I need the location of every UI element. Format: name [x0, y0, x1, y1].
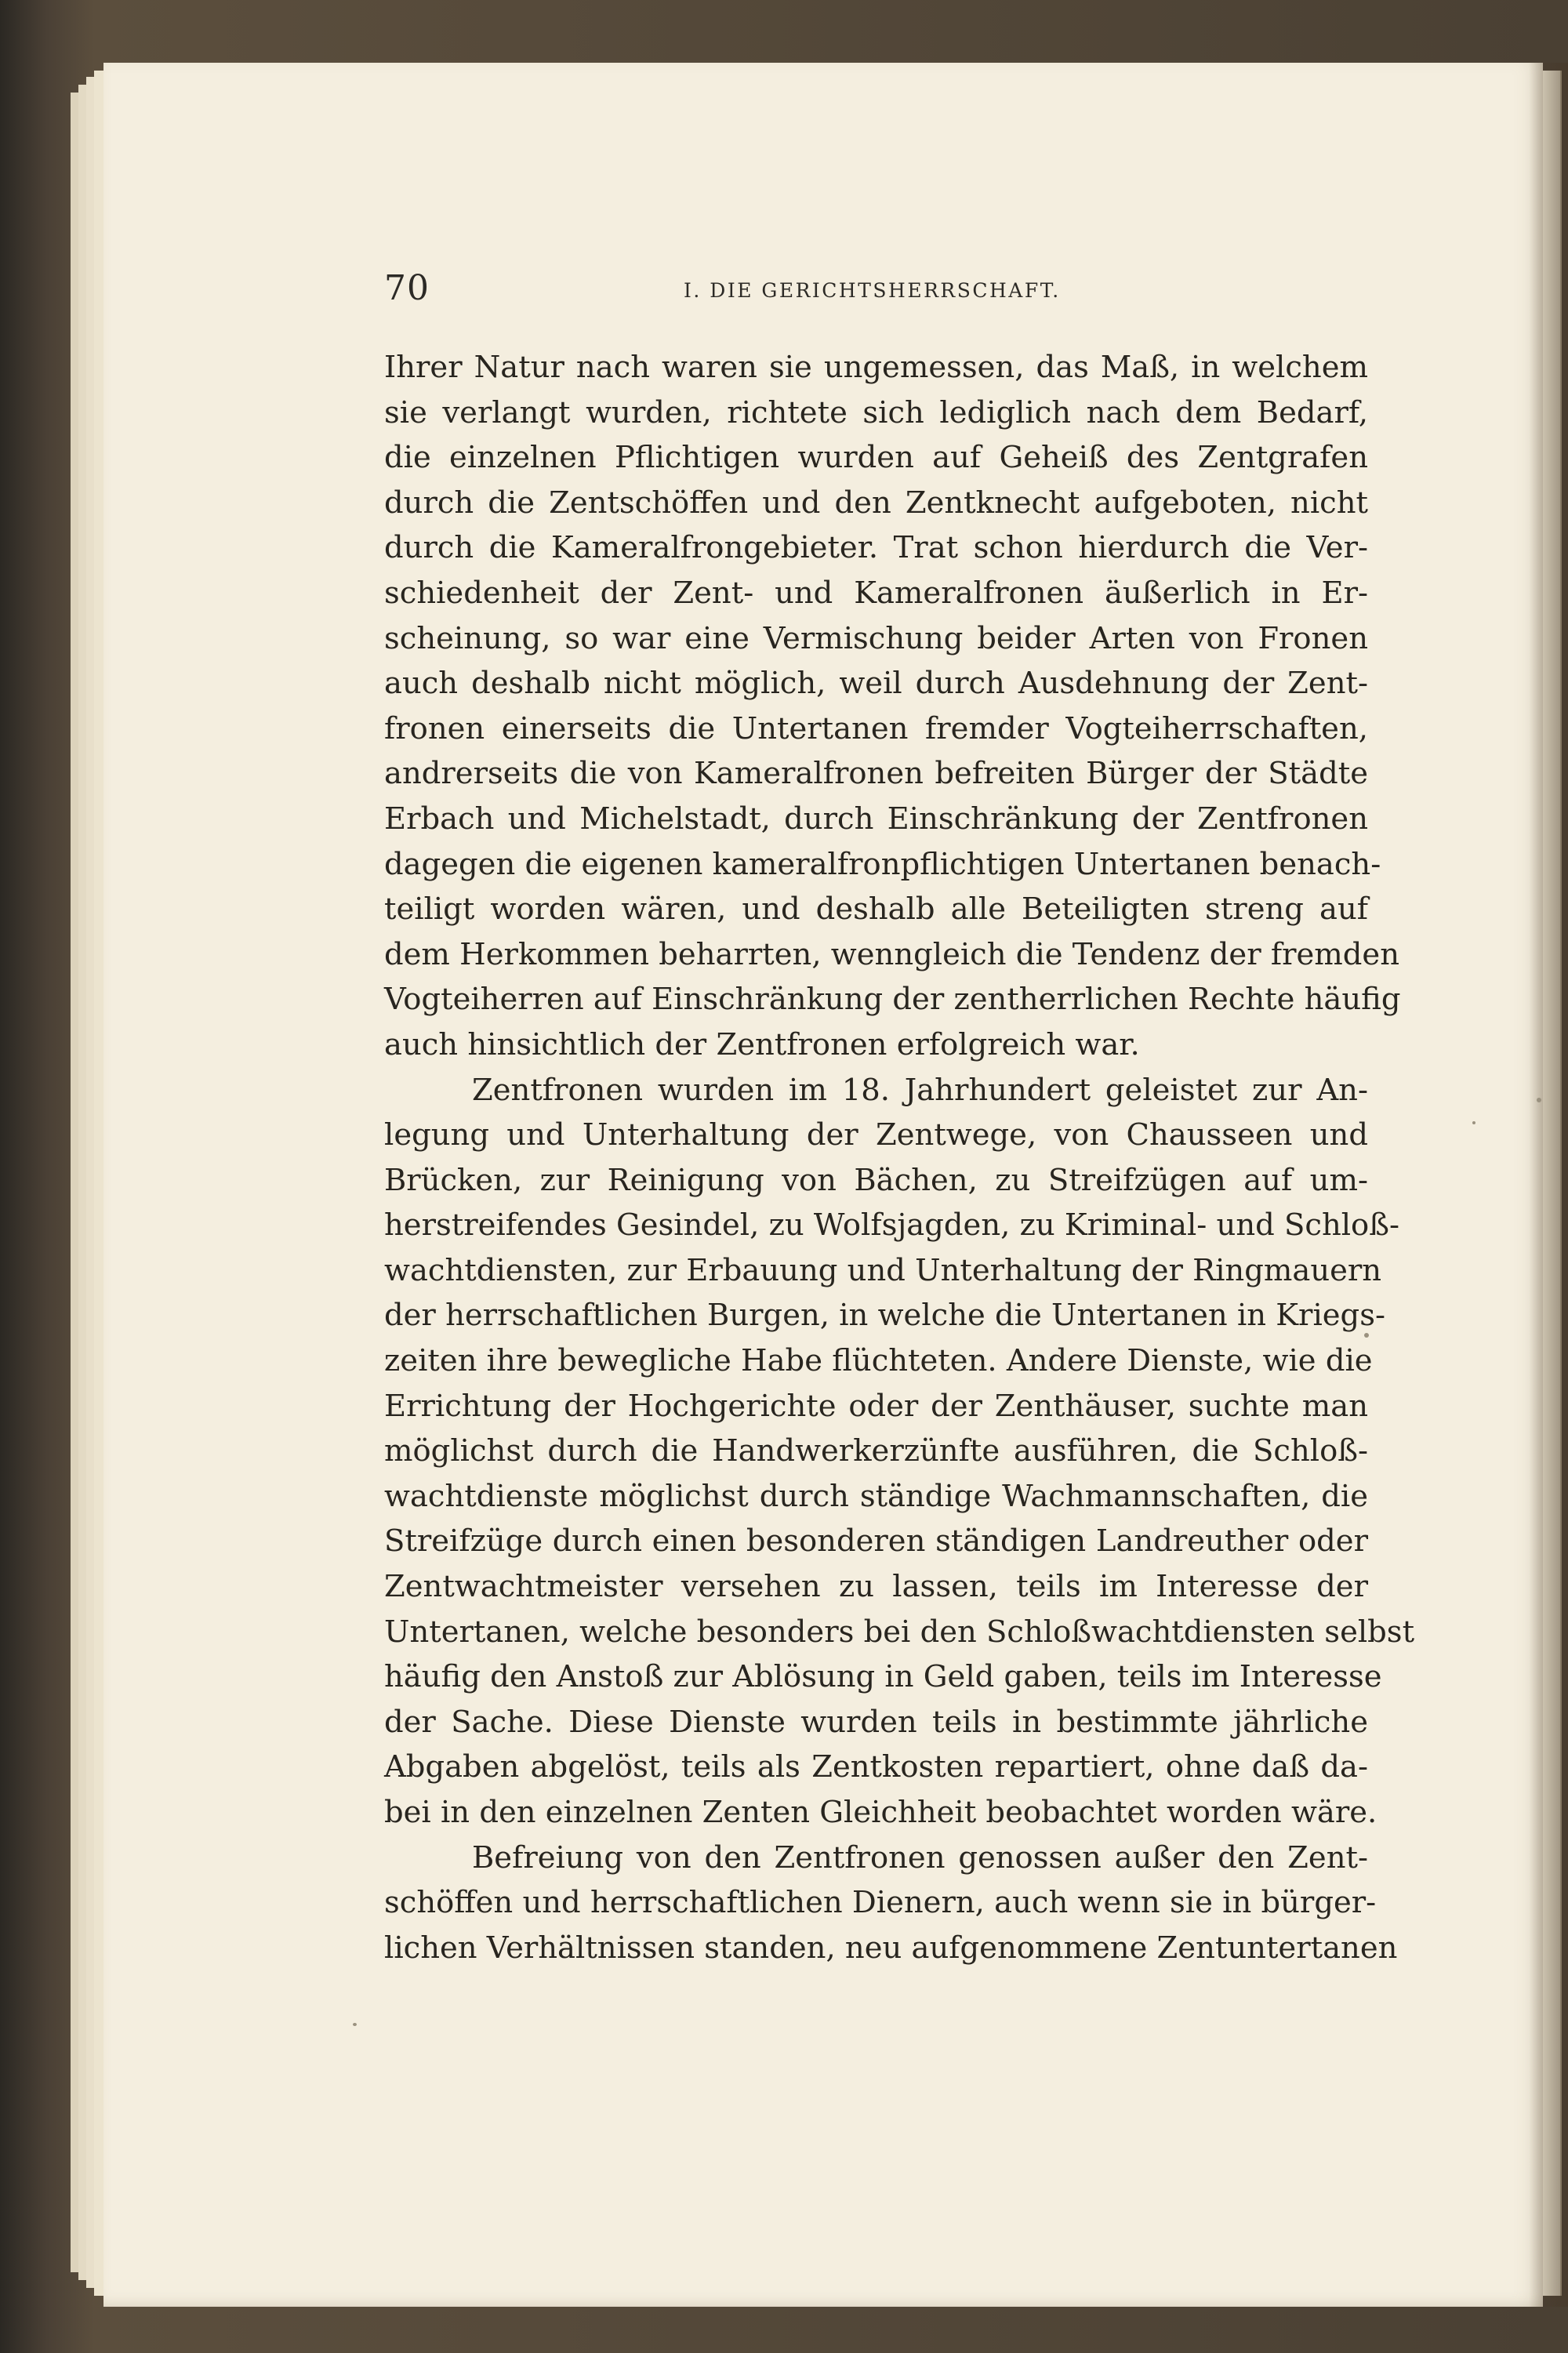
text-line: Brücken, zur Reinigung von Bächen, zu Streifzügen auf um-: [384, 1162, 1368, 1198]
text-line: herstreifendes Gesindel, zu Wolfsjagden, zu Kriminal- und Schloß-: [384, 1207, 1399, 1244]
text-line: schöffen und herrschaftlichen Dienern, auch wenn sie in bürger-: [384, 1885, 1377, 1921]
text-line: Errichtung der Hochgerichte oder der Zenthäuser, suchte man: [384, 1388, 1368, 1424]
text-line: der herrschaftlichen Burgen, in welche die Untertanen in Kriegs-: [384, 1298, 1385, 1334]
paper-speck: [1472, 1121, 1475, 1124]
text-line: durch die Zentschöffen und den Zentknecht aufgeboten, nicht: [384, 485, 1368, 521]
text-line: auch deshalb nicht möglich, weil durch Ausdehnung der Zent-: [384, 666, 1368, 702]
text-line: Streifzüge durch einen besonderen ständigen Landreuther oder: [384, 1523, 1368, 1560]
text-line: Vogteiherren auf Einschränkung der zentherrlichen Rechte häufig: [384, 982, 1401, 1018]
text-line: zeiten ihre bewegliche Habe flüchteten. Andere Dienste, wie die: [384, 1343, 1373, 1379]
paper-speck: [1364, 1333, 1369, 1338]
running-head: I. DIE GERICHTSHERRSCHAFT.: [684, 279, 1061, 302]
text-line: andrerseits die von Kameralfronen befreiten Bürger der Städte: [384, 756, 1368, 792]
text-line: dem Herkommen beharrten, wenngleich die Tendenz der fremden: [384, 936, 1400, 972]
text-line: legung und Unterhaltung der Zentwege, von Chausseen und: [384, 1117, 1368, 1153]
text-line: die einzelnen Pflichtigen wurden auf Geheiß des Zentgrafen: [384, 440, 1368, 476]
page-gutter-shadow: [1529, 63, 1568, 2307]
paper-speck: [1537, 1098, 1541, 1102]
text-line: häufig den Anstoß zur Ablösung in Geld gaben, teils im Interesse: [384, 1659, 1382, 1695]
text-line: Ihrer Natur nach waren sie ungemessen, das Maß, in welchem: [384, 350, 1368, 385]
page-header: [384, 268, 1380, 315]
text-line: auch hinsichtlich der Zentfronen erfolgreich war.: [384, 1026, 1140, 1062]
text-line: fronen einerseits die Untertanen fremder Vogteiherrschaften,: [384, 710, 1368, 746]
text-line: Abgaben abgelöst, teils als Zentkosten repartiert, ohne daß da-: [384, 1749, 1368, 1785]
text-line: wachtdienste möglichst durch ständige Wachmannschaften, die: [384, 1478, 1368, 1514]
text-line: lichen Verhältnissen standen, neu aufgenommene Zentuntertanen: [384, 1930, 1398, 1966]
text-line: Untertanen, welche besonders bei den Schloßwachtdiensten selbst: [384, 1614, 1415, 1650]
text-line: schiedenheit der Zent- und Kameralfronen äußerlich in Er-: [384, 575, 1368, 611]
text-line: Zentwachtmeister versehen zu lassen, teils im Interesse der: [384, 1569, 1368, 1605]
text-line: Erbach und Michelstadt, durch Einschränkung der Zentfronen: [384, 801, 1368, 837]
text-line: der Sache. Diese Dienste wurden teils in bestimmte jährliche: [384, 1704, 1368, 1740]
text-line: durch die Kameralfrongebieter. Trat schon hierdurch die Ver-: [384, 530, 1368, 566]
text-line: möglichst durch die Handwerkerzünfte ausführen, die Schloß-: [384, 1433, 1368, 1469]
text-line: teiligt worden wären, und deshalb alle Beteiligten streng auf: [384, 891, 1368, 928]
text-line: dagegen die eigenen kameralfronpflichtigen Untertanen benach-: [384, 846, 1381, 882]
text-line: Zentfronen wurden im 18. Jahrhundert geleistet zur An-: [472, 1072, 1368, 1108]
body-text: [384, 345, 1415, 1970]
page-number: 70: [384, 268, 430, 308]
text-line: sie verlangt wurden, richtete sich lediglich nach dem Bedarf,: [384, 394, 1368, 430]
paper-speck: [353, 2023, 357, 2026]
text-line: bei in den einzelnen Zenten Gleichheit beobachtet worden wäre.: [384, 1795, 1377, 1830]
text-line: scheinung, so war eine Vermischung beider Arten von Fronen: [384, 620, 1368, 656]
text-line: wachtdiensten, zur Erbauung und Unterhaltung der Ringmauern: [384, 1252, 1382, 1288]
text-line: Befreiung von den Zentfronen genossen außer den Zent-: [472, 1839, 1368, 1876]
